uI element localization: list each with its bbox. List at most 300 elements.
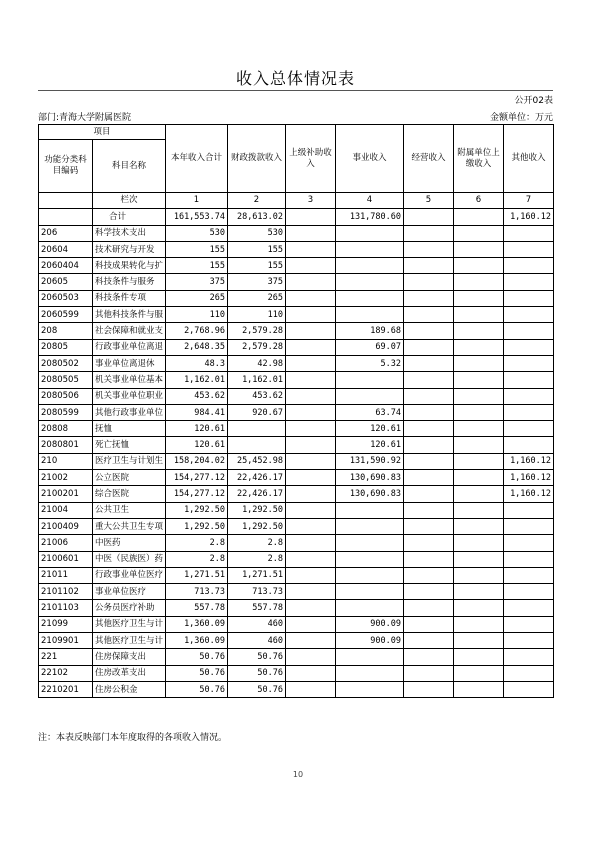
amount-cell (454, 584, 504, 600)
subject-code: 2060599 (39, 307, 93, 323)
amount-cell (504, 518, 554, 534)
amount-cell: 130,690.83 (336, 486, 404, 502)
subject-code: 206 (39, 225, 93, 241)
amount-cell: 1,160.12 (504, 486, 554, 502)
amount-cell: 5.32 (336, 355, 404, 371)
subject-code: 20805 (39, 339, 93, 355)
subject-name: 住房改革支出 (93, 665, 166, 681)
amount-cell (286, 535, 336, 551)
column-number: 5 (404, 193, 454, 209)
amount-cell: 1,162.01 (228, 372, 286, 388)
amount-unit-label: 金额单位：万元 (489, 113, 553, 123)
amount-cell: 2,579.28 (228, 339, 286, 355)
amount-cell (404, 584, 454, 600)
table-row (39, 665, 554, 681)
table-row (39, 681, 554, 697)
amount-cell (404, 600, 454, 616)
amount-cell: 120.61 (336, 437, 404, 453)
subject-code: 2060404 (39, 258, 93, 274)
subject-code: 2100409 (39, 518, 93, 534)
amount-cell (336, 258, 404, 274)
table-row (39, 209, 554, 225)
subject-code: 2080599 (39, 404, 93, 420)
header-col-6: 附属单位上缴收入 (454, 125, 504, 193)
amount-cell (286, 355, 336, 371)
amount-cell (404, 209, 454, 225)
subject-name: 中医药 (93, 535, 166, 551)
header-col-3: 上级补助收入 (286, 125, 336, 193)
amount-cell: 984.41 (166, 404, 228, 420)
subject-name: 科技条件专项 (93, 290, 166, 306)
table-row (39, 551, 554, 567)
column-number: 2 (228, 193, 286, 209)
header-col-4: 事业收入 (336, 125, 404, 193)
amount-cell (286, 453, 336, 469)
amount-cell (404, 470, 454, 486)
amount-cell: 155 (166, 258, 228, 274)
amount-cell (286, 470, 336, 486)
amount-cell (336, 274, 404, 290)
table-row (39, 372, 554, 388)
amount-cell (404, 241, 454, 257)
amount-cell (504, 502, 554, 518)
amount-cell (286, 404, 336, 420)
amount-cell (286, 681, 336, 697)
amount-cell (454, 307, 504, 323)
subject-code: 221 (39, 649, 93, 665)
amount-cell (336, 551, 404, 567)
amount-cell (404, 518, 454, 534)
amount-cell (286, 616, 336, 632)
amount-cell (504, 665, 554, 681)
amount-cell (504, 323, 554, 339)
amount-cell: 713.73 (166, 584, 228, 600)
amount-cell (336, 518, 404, 534)
amount-cell (404, 681, 454, 697)
amount-cell (336, 502, 404, 518)
page-title: 收入总体情况表 (235, 69, 355, 88)
amount-cell (404, 437, 454, 453)
amount-cell: 22,426.17 (228, 470, 286, 486)
amount-cell: 2.8 (228, 535, 286, 551)
amount-cell (504, 551, 554, 567)
amount-cell: 1,292.50 (166, 502, 228, 518)
subject-name: 科技条件与服务 (93, 274, 166, 290)
amount-cell: 154,277.12 (166, 470, 228, 486)
amount-cell: 375 (166, 274, 228, 290)
amount-cell: 63.74 (336, 404, 404, 420)
header-name: 科目名称 (93, 140, 166, 193)
subject-code: 20808 (39, 421, 93, 437)
amount-cell (336, 388, 404, 404)
header-col-1: 本年收入合计 (166, 125, 228, 193)
subject-name: 住房保障支出 (93, 649, 166, 665)
amount-cell (404, 551, 454, 567)
table-row (39, 486, 554, 502)
amount-cell: 1,292.50 (228, 518, 286, 534)
amount-cell (504, 421, 554, 437)
amount-cell (404, 274, 454, 290)
amount-cell (228, 437, 286, 453)
table-row (39, 567, 554, 583)
amount-cell: 900.09 (336, 616, 404, 632)
amount-cell (286, 388, 336, 404)
amount-cell: 42.98 (228, 355, 286, 371)
table-row (39, 453, 554, 469)
amount-cell (454, 290, 504, 306)
header-col-2: 财政拨款收入 (228, 125, 286, 193)
amount-cell: 2,768.96 (166, 323, 228, 339)
column-number: 3 (286, 193, 336, 209)
subject-code: 208 (39, 323, 93, 339)
subject-name: 综合医院 (93, 486, 166, 502)
amount-cell (454, 241, 504, 257)
amount-cell: 189.68 (336, 323, 404, 339)
table-row (39, 307, 554, 323)
footnote: 注：本表反映部门本年度取得的各项收入情况。 (38, 733, 228, 743)
column-number: 4 (336, 193, 404, 209)
amount-cell (404, 665, 454, 681)
amount-cell: 130,690.83 (336, 470, 404, 486)
subject-name: 科技成果转化与扩 (93, 258, 166, 274)
amount-cell (504, 307, 554, 323)
subject-name: 其他科技条件与服 (93, 307, 166, 323)
amount-cell (454, 665, 504, 681)
amount-cell (454, 274, 504, 290)
amount-cell: 1,360.09 (166, 633, 228, 649)
amount-cell: 1,160.12 (504, 209, 554, 225)
table-row (39, 323, 554, 339)
header-col-5: 经营收入 (404, 125, 454, 193)
amount-cell (504, 649, 554, 665)
amount-cell: 900.09 (336, 633, 404, 649)
amount-cell (404, 633, 454, 649)
table-row (39, 518, 554, 534)
amount-cell: 2.8 (166, 551, 228, 567)
amount-cell: 920.67 (228, 404, 286, 420)
table-row (39, 339, 554, 355)
table-row (39, 470, 554, 486)
subject-name: 行政事业单位医疗 (93, 567, 166, 583)
table-row (39, 584, 554, 600)
amount-cell: 50.76 (166, 665, 228, 681)
amount-cell (504, 567, 554, 583)
department-label: 部门:青海大学附属医院 (38, 113, 132, 123)
subject-code: 20604 (39, 241, 93, 257)
amount-cell: 713.73 (228, 584, 286, 600)
page-number: 10 (292, 770, 304, 779)
subject-name: 社会保障和就业支 (93, 323, 166, 339)
amount-cell (336, 225, 404, 241)
amount-cell (504, 388, 554, 404)
amount-cell (404, 339, 454, 355)
subject-code: 21004 (39, 502, 93, 518)
subject-name: 公立医院 (93, 470, 166, 486)
subject-name: 其他医疗卫生与计 (93, 616, 166, 632)
amount-cell (336, 681, 404, 697)
subject-name: 医疗卫生与计划生 (93, 453, 166, 469)
amount-cell: 120.61 (166, 437, 228, 453)
amount-cell (454, 567, 504, 583)
subject-code: 2109901 (39, 633, 93, 649)
column-row-label: 栏次 (93, 193, 166, 209)
subject-code: 2101102 (39, 584, 93, 600)
amount-cell: 375 (228, 274, 286, 290)
subject-code: 20605 (39, 274, 93, 290)
amount-cell (286, 241, 336, 257)
amount-cell: 1,160.12 (504, 453, 554, 469)
amount-cell (454, 600, 504, 616)
amount-cell (454, 518, 504, 534)
amount-cell: 155 (228, 241, 286, 257)
amount-cell (504, 616, 554, 632)
amount-cell (404, 225, 454, 241)
amount-cell: 154,277.12 (166, 486, 228, 502)
amount-cell (454, 225, 504, 241)
subject-name: 机关事业单位基本 (93, 372, 166, 388)
subject-name: 公共卫生 (93, 502, 166, 518)
amount-cell (404, 323, 454, 339)
amount-cell: 530 (228, 225, 286, 241)
amount-cell (286, 323, 336, 339)
amount-cell: 2,648.35 (166, 339, 228, 355)
amount-cell (454, 421, 504, 437)
amount-cell (404, 421, 454, 437)
amount-cell (454, 681, 504, 697)
amount-cell: 50.76 (166, 681, 228, 697)
amount-cell (286, 225, 336, 241)
subject-code: 21006 (39, 535, 93, 551)
amount-cell (404, 616, 454, 632)
amount-cell (454, 339, 504, 355)
amount-cell (504, 372, 554, 388)
amount-cell (504, 225, 554, 241)
amount-cell (286, 486, 336, 502)
amount-cell: 50.76 (166, 649, 228, 665)
amount-cell: 265 (228, 290, 286, 306)
subject-name: 行政事业单位离退 (93, 339, 166, 355)
subject-code: 210 (39, 453, 93, 469)
amount-cell: 50.76 (228, 649, 286, 665)
amount-cell (454, 323, 504, 339)
amount-cell (286, 633, 336, 649)
amount-cell (504, 258, 554, 274)
amount-cell: 120.61 (166, 421, 228, 437)
amount-cell (286, 665, 336, 681)
subject-code: 2101103 (39, 600, 93, 616)
header-code: 功能分类科目编码 (39, 140, 93, 193)
amount-cell (454, 649, 504, 665)
amount-cell (454, 404, 504, 420)
amount-cell: 530 (166, 225, 228, 241)
amount-cell (504, 437, 554, 453)
amount-cell (228, 421, 286, 437)
amount-cell (504, 600, 554, 616)
amount-cell (336, 372, 404, 388)
amount-cell: 22,426.17 (228, 486, 286, 502)
amount-cell: 50.76 (228, 681, 286, 697)
amount-cell (286, 258, 336, 274)
amount-cell (454, 502, 504, 518)
amount-cell (404, 486, 454, 502)
amount-cell: 158,204.02 (166, 453, 228, 469)
amount-cell (404, 567, 454, 583)
amount-cell: 460 (228, 633, 286, 649)
amount-cell (336, 584, 404, 600)
subject-code: 2210201 (39, 681, 93, 697)
subject-code: 2060503 (39, 290, 93, 306)
table-row (39, 274, 554, 290)
table-row (39, 388, 554, 404)
subject-code (39, 209, 93, 225)
amount-cell: 460 (228, 616, 286, 632)
amount-cell (454, 209, 504, 225)
amount-cell: 110 (166, 307, 228, 323)
amount-cell: 557.78 (228, 600, 286, 616)
amount-cell: 1,160.12 (504, 470, 554, 486)
amount-cell (454, 453, 504, 469)
amount-cell (454, 437, 504, 453)
amount-cell: 265 (166, 290, 228, 306)
table-row (39, 258, 554, 274)
table-row (39, 404, 554, 420)
amount-cell (336, 567, 404, 583)
amount-cell (454, 372, 504, 388)
amount-cell (286, 372, 336, 388)
subject-name: 公务员医疗补助 (93, 600, 166, 616)
amount-cell (504, 584, 554, 600)
table-row (39, 616, 554, 632)
amount-cell (286, 502, 336, 518)
amount-cell (504, 241, 554, 257)
amount-cell (454, 258, 504, 274)
amount-cell: 453.62 (228, 388, 286, 404)
amount-cell (404, 372, 454, 388)
amount-cell: 2.8 (228, 551, 286, 567)
amount-cell (454, 470, 504, 486)
amount-cell: 1,271.51 (228, 567, 286, 583)
amount-cell (504, 681, 554, 697)
amount-cell: 131,780.60 (336, 209, 404, 225)
amount-cell (336, 600, 404, 616)
amount-cell (336, 290, 404, 306)
subject-name: 科学技术支出 (93, 225, 166, 241)
income-table (38, 124, 554, 698)
subject-name: 机关事业单位职业 (93, 388, 166, 404)
amount-cell: 557.78 (166, 600, 228, 616)
subject-code: 22102 (39, 665, 93, 681)
table-row (39, 649, 554, 665)
amount-cell (454, 388, 504, 404)
subject-name: 中医（民族医）药 (93, 551, 166, 567)
amount-cell (404, 649, 454, 665)
subject-code: 2080506 (39, 388, 93, 404)
amount-cell: 50.76 (228, 665, 286, 681)
amount-cell (336, 649, 404, 665)
amount-cell (404, 388, 454, 404)
column-number: 1 (166, 193, 228, 209)
table-row (39, 437, 554, 453)
subject-name: 合计 (93, 209, 166, 225)
header-item: 项目 (39, 125, 166, 140)
amount-cell (404, 290, 454, 306)
amount-cell (286, 584, 336, 600)
amount-cell (504, 404, 554, 420)
amount-cell (336, 665, 404, 681)
amount-cell: 1,360.09 (166, 616, 228, 632)
subject-code: 21099 (39, 616, 93, 632)
table-row (39, 355, 554, 371)
amount-cell (286, 518, 336, 534)
amount-cell (286, 290, 336, 306)
amount-cell: 155 (166, 241, 228, 257)
amount-cell: 28,613.02 (228, 209, 286, 225)
table-body (39, 209, 554, 698)
subject-name: 抚恤 (93, 421, 166, 437)
subject-code: 21011 (39, 567, 93, 583)
amount-cell (404, 453, 454, 469)
amount-cell: 131,590.92 (336, 453, 404, 469)
subject-name: 死亡抚恤 (93, 437, 166, 453)
table-row (39, 600, 554, 616)
amount-cell: 2,579.28 (228, 323, 286, 339)
amount-cell: 1,271.51 (166, 567, 228, 583)
amount-cell: 1,292.50 (228, 502, 286, 518)
subject-code: 2100601 (39, 551, 93, 567)
amount-cell (404, 535, 454, 551)
amount-cell (286, 600, 336, 616)
amount-cell (286, 307, 336, 323)
amount-cell (336, 535, 404, 551)
subject-code: 2080502 (39, 355, 93, 371)
amount-cell (504, 274, 554, 290)
amount-cell (336, 307, 404, 323)
amount-cell: 1,162.01 (166, 372, 228, 388)
amount-cell: 161,553.74 (166, 209, 228, 225)
subject-code: 2080801 (39, 437, 93, 453)
amount-cell (286, 209, 336, 225)
amount-cell: 453.62 (166, 388, 228, 404)
subject-name: 住房公积金 (93, 681, 166, 697)
table-row (39, 502, 554, 518)
table-row (39, 225, 554, 241)
amount-cell (454, 616, 504, 632)
amount-cell (504, 535, 554, 551)
amount-cell (504, 355, 554, 371)
amount-cell (286, 551, 336, 567)
subject-name: 重大公共卫生专项 (93, 518, 166, 534)
subject-name: 其他医疗卫生与计 (93, 633, 166, 649)
amount-cell (404, 355, 454, 371)
amount-cell: 48.3 (166, 355, 228, 371)
amount-cell (454, 535, 504, 551)
subject-name: 事业单位医疗 (93, 584, 166, 600)
table-row (39, 421, 554, 437)
column-number: 6 (454, 193, 504, 209)
subject-code: 21002 (39, 470, 93, 486)
subject-name: 技术研究与开发 (93, 241, 166, 257)
amount-cell (454, 355, 504, 371)
table-row (39, 290, 554, 306)
amount-cell (454, 633, 504, 649)
table-row (39, 633, 554, 649)
amount-cell (404, 404, 454, 420)
amount-cell: 2.8 (166, 535, 228, 551)
amount-cell (454, 486, 504, 502)
amount-cell (286, 437, 336, 453)
amount-cell (286, 421, 336, 437)
table-row (39, 241, 554, 257)
